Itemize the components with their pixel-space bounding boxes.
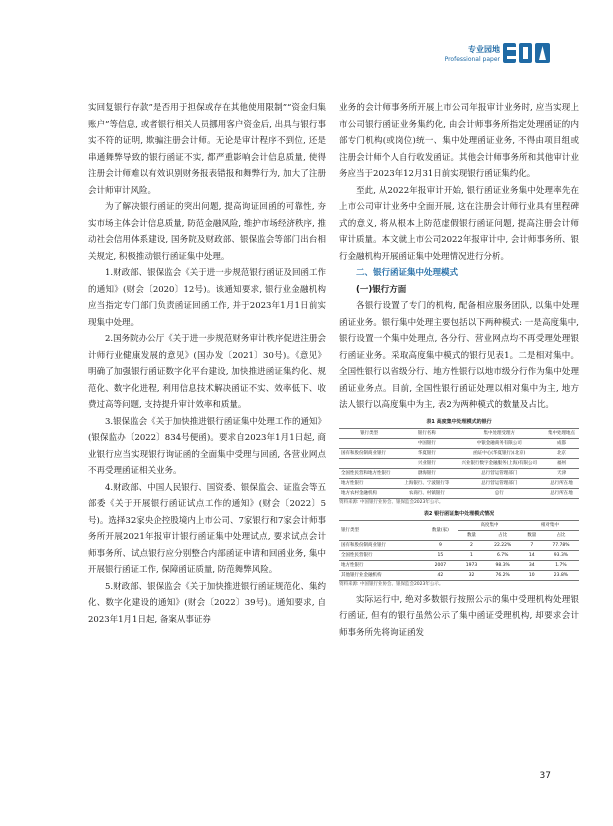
table-cell: 98.3% [485, 560, 521, 570]
table-cell: 天津 [544, 468, 579, 478]
table-header: 相对集中 [521, 520, 579, 530]
table-cell: 10 [521, 570, 543, 580]
table-row [339, 448, 579, 458]
table-1-source-note: 资料来源: 中国银行业协会、银保监会2023年公示。 [339, 499, 444, 505]
table-cell: 1 [458, 550, 484, 560]
table-1-title: 表1 高度集中处理模式的银行 [426, 418, 492, 425]
table-header: 高度集中 [458, 520, 520, 530]
paragraph: 5.财政部、银保监会《关于加快推进银行函证规范化、集约化、数字化建设的通知》(财会〔2022〕39号)。通知要求, 自2023年1月1日起, 备案从事证券 [88, 581, 326, 625]
left-column [88, 100, 326, 628]
table-cell: 函证中心(华夏银行)(北京) [454, 448, 544, 458]
table-row [339, 478, 579, 488]
paragraph: 1.财政部、银保监会《关于进一步规范银行函证及回函工作的通知》(财会〔2020〕12号)。该通知要求, 银行业金融机构应当指定专门部门负责函证回函工作, 并于2023年1月1日前实现集中处理。 [88, 268, 326, 328]
table-cell: 77.78% [543, 540, 579, 550]
table-row [339, 438, 579, 448]
table-cell: 全国性民营和地方性银行 [339, 468, 399, 478]
table-cell: 华夏银行 [399, 448, 454, 458]
table-subheader: 占比 [485, 530, 521, 540]
table-subheader: 占比 [543, 530, 579, 540]
table-header: 银行类型 [339, 428, 399, 438]
table-header: 集中处理地点 [544, 428, 579, 438]
table-cell: 中银金融商务有限公司 [454, 438, 544, 448]
right-column [339, 100, 579, 641]
table-row [339, 488, 579, 498]
table-cell: 34 [521, 560, 543, 570]
table-2-title: 表2 银行函证集中处理模式情况 [423, 510, 495, 517]
table-subheader: 数量 [458, 530, 484, 540]
subsection-heading: (一)银行方面 [356, 284, 407, 295]
table-2-source-note: 资料来源: 中国银行业协会、银保监会2023年公示。 [339, 581, 444, 587]
table-row [339, 540, 579, 550]
table-cell: 兴业银行数字金融服务(上海)有限公司 [454, 458, 544, 468]
table-cell: 2 [458, 540, 484, 550]
table-cell: 总行所在地 [544, 488, 579, 498]
table-cell: 中国银行 [399, 438, 454, 448]
paragraph: 至此, 从2022年报审计开始, 银行函证业务集中处理率先在上市公司审计业务中全面开展, 这在注册会计师行业具有里程碑式的意义, 将从根本上防范虚假银行函证问题, 提高注册会计师审计质量。本文就上市公司2022年报审计中, 会计师事务所、银行金融机构开展函证集中处理情况进行分析。 [339, 185, 579, 262]
table-cell: 北京 [544, 448, 579, 458]
table-cell: 总行 [454, 488, 544, 498]
table-cell: 22.22% [485, 540, 521, 550]
table-header: 数量(家) [423, 520, 459, 540]
table-subheader: 数量 [521, 530, 543, 540]
paragraph: 实际运行中, 绝对多数银行按照公示的集中受理机构处理银行函证, 但有的银行虽然公示了集中函证受理机构, 却要求会计师事务所先将询证函发 [339, 594, 579, 638]
page-header [0, 0, 613, 70]
table-cell: 76.2% [485, 570, 521, 580]
section-title: 专业园地 [468, 45, 500, 54]
paragraph: 为了解决银行函证的突出问题, 提高询证回函的可靠性, 夯实市场主体会计信息质量, 防范金融风险, 维护市场经济秩序, 推动社会信用体系建设, 国务院及财政部、银保监会等部门出台相关规定, 积极推动银行函证集中处理。 [88, 202, 326, 262]
table-row [339, 458, 579, 468]
table-cell: 1973 [458, 560, 484, 570]
table-header: 集中处理受理方 [454, 428, 544, 438]
section-heading: 二、银行函证集中处理模式 [356, 268, 459, 278]
table-cell: 成都 [544, 438, 579, 448]
table-1 [339, 428, 579, 499]
table-cell: 42 [423, 570, 459, 580]
table-cell: 7 [521, 540, 543, 550]
table-cell: 福州 [544, 458, 579, 468]
table-cell: 地方性银行 [339, 478, 399, 488]
table-cell: 地方性银行 [339, 560, 423, 570]
table-header: 银行名称 [399, 428, 454, 438]
paragraph: 3.银保监会《关于加快推进银行函证集中处理工作的通知》(银保监办〔2022〕834号便函)。要求自2023年1月1日起, 商业银行应当实现银行询证函的全面集中受理与回函, 各营业网点不再受理函证相关业务。 [88, 416, 326, 476]
paragraph: 各银行设置了专门的机构, 配备相应服务团队, 以集中处理函证业务。银行集中处理主要包括以下两种模式: 一是高度集中, 银行设置一个集中处理点, 各分行、营业网点均不再受理处理银行函证业务。采取高度集中模式的银行见表1。二是相对集中。全国性银行以省级分行、地方性银行以地市级分行作为集中处理函证业务点。目前, 全国性银行函证处理以相对集中为主, 地方法人银行以高度集中为主, 表2为两种模式的数量及占比。 [339, 301, 579, 410]
table-cell: 93.3% [543, 550, 579, 560]
table-row [339, 570, 579, 580]
paragraph: 4.财政部、中国人民银行、国资委、银保监会、证监会等五部委《关于开展银行函证试点工作的通知》(财会〔2022〕5号)。选择32家央企控股境内上市公司、7家银行和7家会计师事务所开展2021年报审计银行函证集中处理试点, 要求试点会计师事务所、试点银行应分别整合内部函证申请和回函业务, 集中开展银行函证工作, 保障函证质量, 防范舞弊风险。 [88, 482, 326, 575]
table-cell: 2007 [423, 560, 459, 570]
table-cell: 地方农村金融机构 [339, 488, 399, 498]
table-cell: 国有和股份制商业银行 [339, 448, 399, 458]
table-cell: 全国性民营银行 [339, 550, 423, 560]
table-row [339, 550, 579, 560]
table-row [339, 560, 579, 570]
table-cell: 32 [458, 570, 484, 580]
table-cell: 9 [423, 540, 459, 550]
table-cell: 农商行、村镇银行 [399, 488, 454, 498]
table-cell: 其他银行业金融机构 [339, 570, 423, 580]
table-cell: 上海银行、宁波银行等 [399, 478, 454, 488]
table-cell: 1.7% [543, 560, 579, 570]
table-2 [339, 520, 579, 581]
table-cell [339, 438, 399, 448]
table-cell: 15 [423, 550, 459, 560]
table-cell: 总行营运管理部门 [454, 478, 544, 488]
journal-logo-icon [503, 40, 551, 66]
section-subtitle: Professional paper [444, 56, 500, 63]
paragraph: 实回复银行存款”是否用于担保或存在其他使用限制”“资金归集账户”等信息, 或者银行相关人员挪用客户资金后, 出具与银行事实不符的证明, 欺骗注册会计师。无论是审计程序不到位, 还是串通舞弊导致的银行函证不实, 都严重影响会计信息质量, 使得注册会计师难以有效识别财务报表错报和舞弊行为, 加大了注册会计师审计风险。 [88, 103, 326, 196]
table-cell: 23.8% [543, 570, 579, 580]
table-cell: 6.7% [485, 550, 521, 560]
paragraph: 业务的会计师事务所开展上市公司年报审计业务时, 应当实现上市公司银行函证业务集约化, 由会计师事务所指定处理函证的内部专门机构(或岗位)统一、集中处理函证业务, 不得由项目组或注册会计师个人自行收发函证。其他会计师事务所和其他审计业务应当于2023年12月31日前实现银行函证集约化。 [339, 103, 579, 179]
paragraph: 2.国务院办公厅《关于进一步规范财务审计秩序促进注册会计师行业健康发展的意见》(国办发〔2021〕30号)。《意见》明确了加强银行函证数字化平台建设, 加快推进函证集约化、规范化、数字化进程, 利用信息技术解决函证不实、效率低下、收费过高等问题, 支持提升审计效率和质量。 [88, 334, 326, 410]
table-cell: 14 [521, 550, 543, 560]
table-cell [339, 458, 399, 468]
page-number: 37 [539, 771, 551, 781]
table-cell: 国有和股份制商业银行 [339, 540, 423, 550]
table-cell: 总行所在地 [544, 478, 579, 488]
table-cell: 渤海银行 [399, 468, 454, 478]
table-row [339, 468, 579, 478]
table-cell: 总行营运管理部门 [454, 468, 544, 478]
table-cell: 兴业银行 [399, 458, 454, 468]
table-header: 银行类型 [339, 520, 423, 540]
